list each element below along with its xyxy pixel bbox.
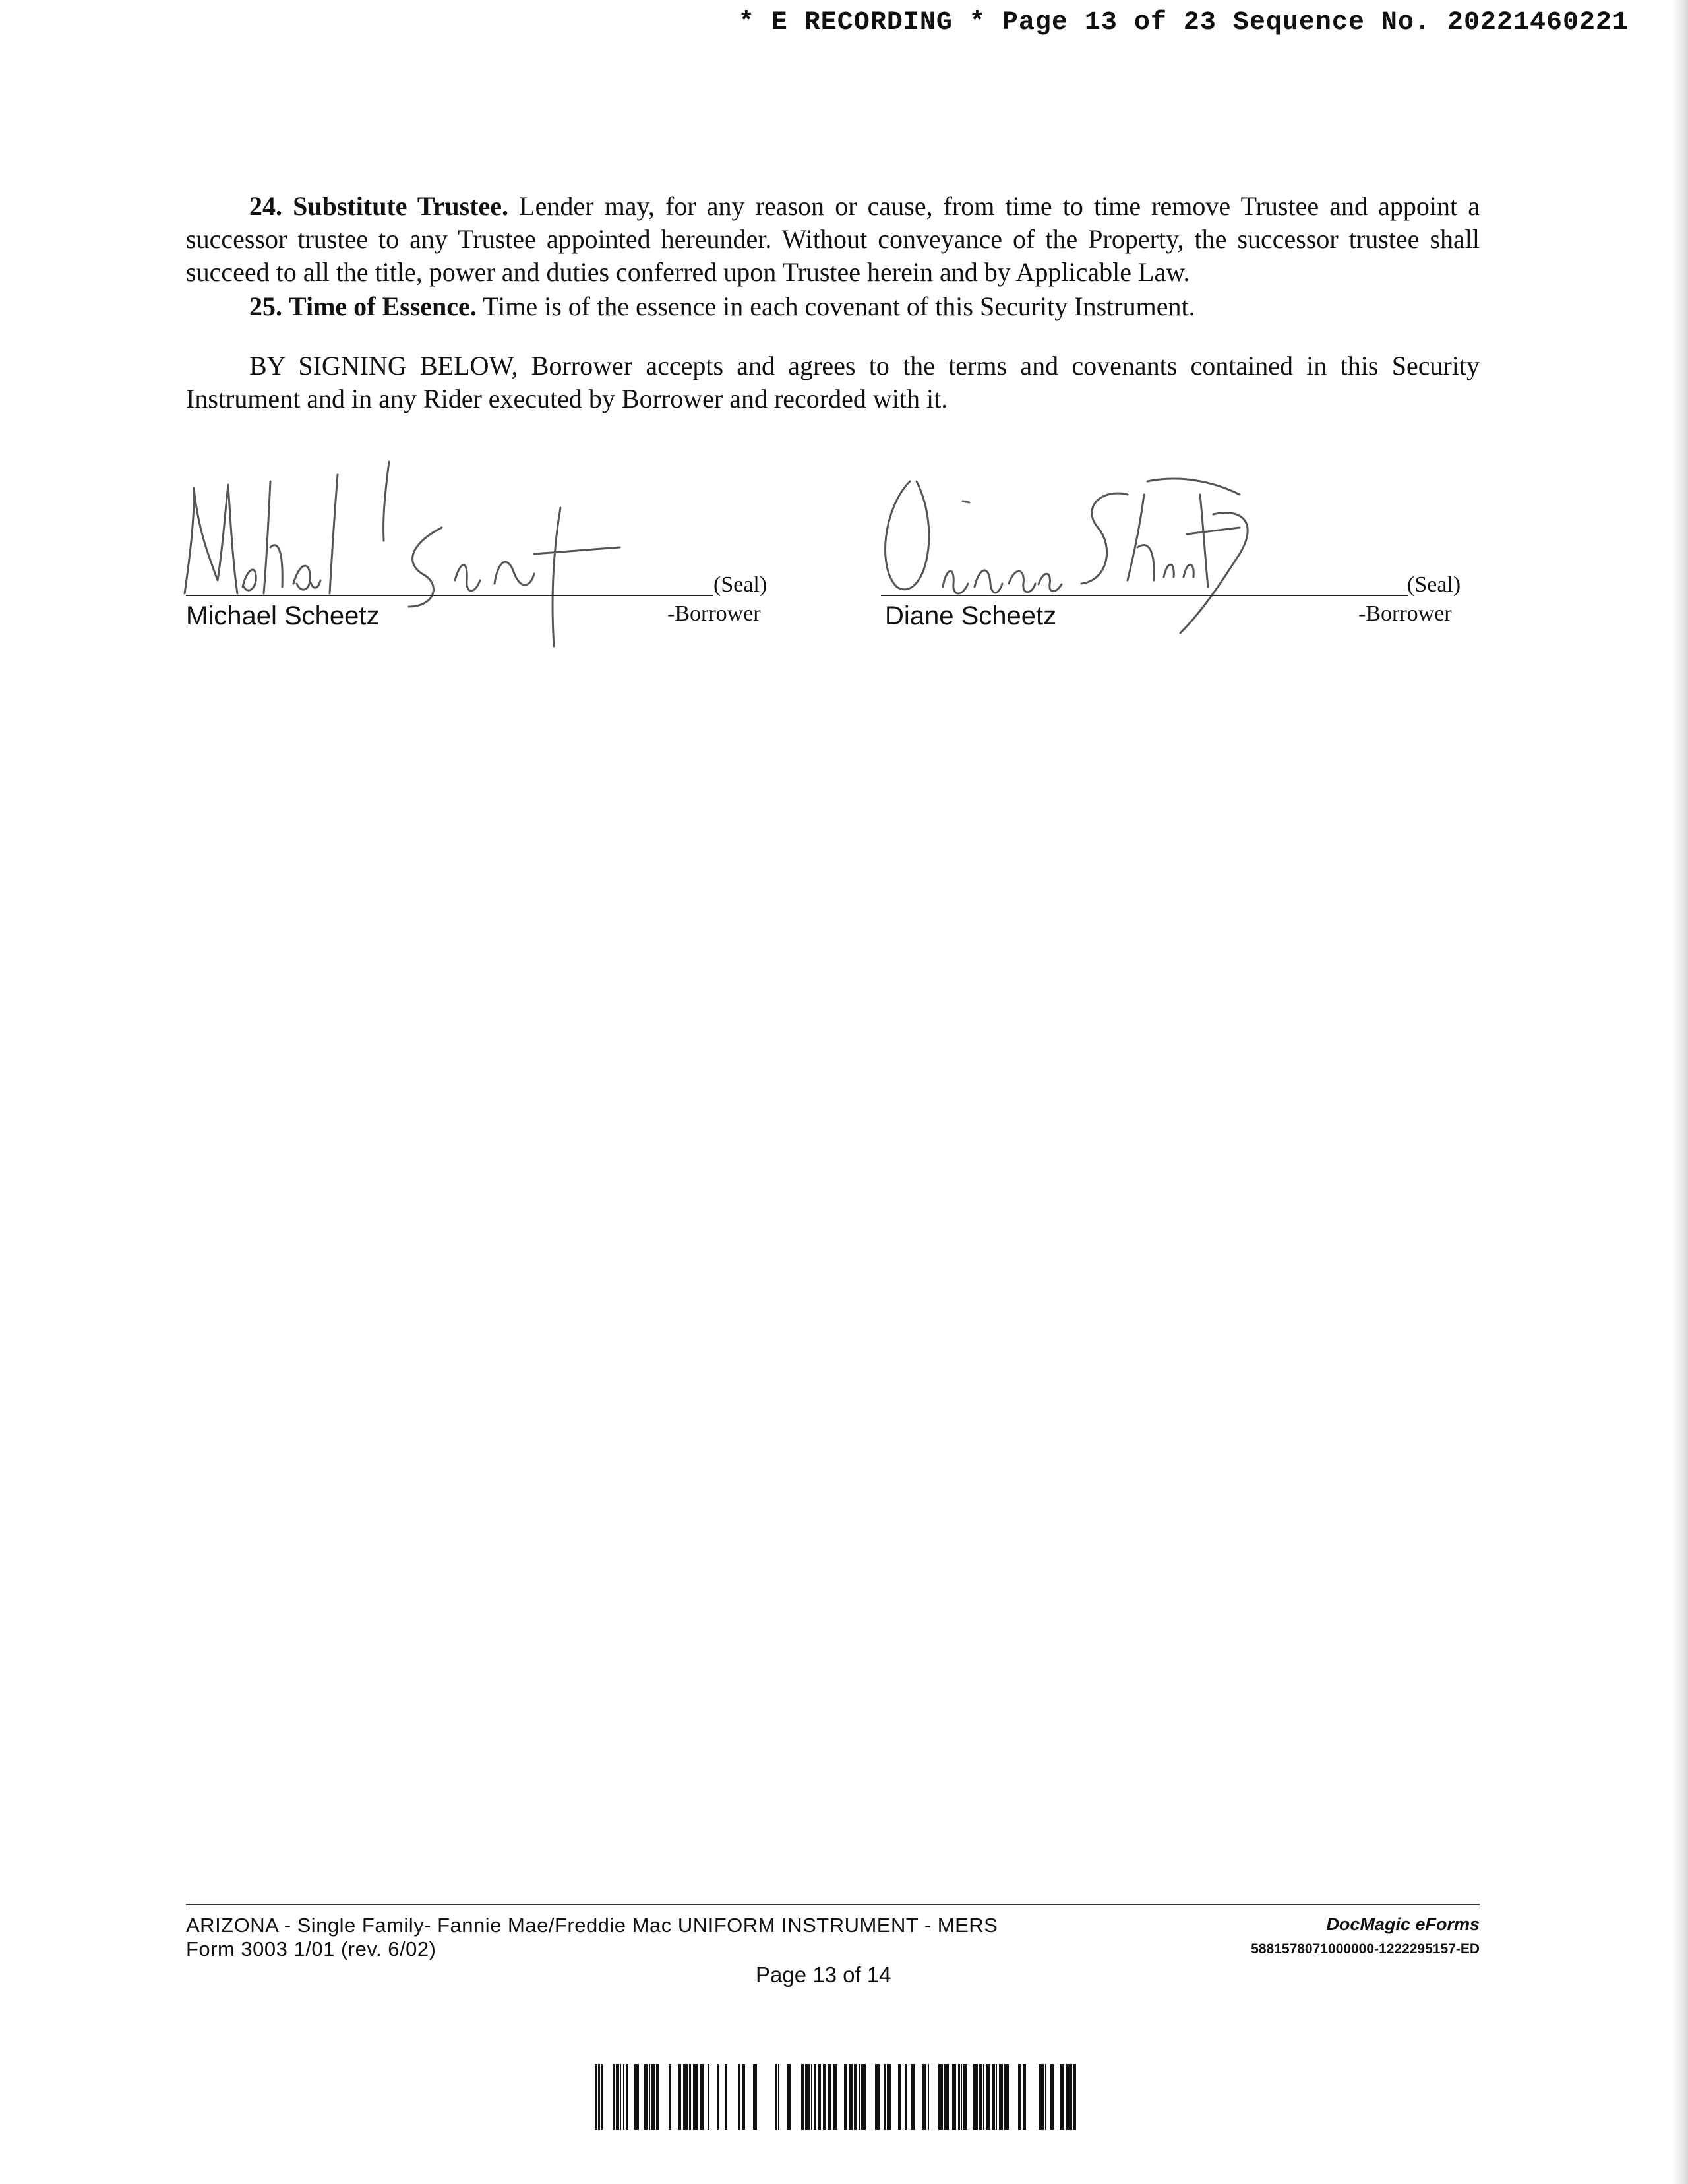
signer-name: Michael Scheetz xyxy=(186,601,380,630)
section-25 xyxy=(186,290,1480,323)
signing-acknowledgment: BY SIGNING BELOW, Borrower accepts and agrees to the terms and covenants contained in this Security Instrument and in any Rider executed by Borrower and recorded with it. xyxy=(186,351,1480,413)
section-number: 24. xyxy=(249,191,282,221)
section-24 xyxy=(186,190,1480,289)
form-number: Form 3003 1/01 (rev. 6/02) xyxy=(186,1937,437,1960)
section-text: Time is of the essence in each covenant of this Security Instrument. xyxy=(476,291,1195,321)
form-title: ARIZONA - Single Family- Fannie Mae/Freddie Mac UNIFORM INSTRUMENT - MERS xyxy=(186,1914,998,1937)
signer-role: -Borrower xyxy=(1358,601,1452,626)
section-number: 25. xyxy=(249,291,282,321)
document-code: 5881578071000000-1222295157-ED xyxy=(1251,1941,1480,1957)
scan-edge-shadow xyxy=(1672,0,1688,2184)
signer-role: -Borrower xyxy=(667,601,761,626)
signer-name: Diane Scheetz xyxy=(885,601,1057,630)
document-body xyxy=(186,190,1480,415)
section-heading: Time of Essence. xyxy=(289,291,477,321)
recording-stamp: * E RECORDING * Page 13 of 23 Sequence No. 20221460221 xyxy=(738,8,1629,38)
section-text: Lender may, for any reason or cause, from time to time remove Trustee and appoint a successor trustee to any Trustee appointed hereunder. Without conveyance of the Property, the successor trustee shall succeed to all the title, power and duties conferred upon Trustee herein and by Applicable Law. xyxy=(186,191,1480,287)
footer-rule xyxy=(186,1904,1480,1905)
barcode xyxy=(595,2064,1076,2130)
section-heading: Substitute Trustee. xyxy=(293,191,509,221)
seal-label: (Seal) xyxy=(713,572,768,597)
page-number: Page 13 of 14 xyxy=(756,1962,891,1987)
signature-line xyxy=(881,595,1408,596)
docmagic-logo: DocMagic eForms xyxy=(1326,1914,1480,1934)
signature-line xyxy=(186,595,713,596)
seal-label: (Seal) xyxy=(1407,572,1461,597)
